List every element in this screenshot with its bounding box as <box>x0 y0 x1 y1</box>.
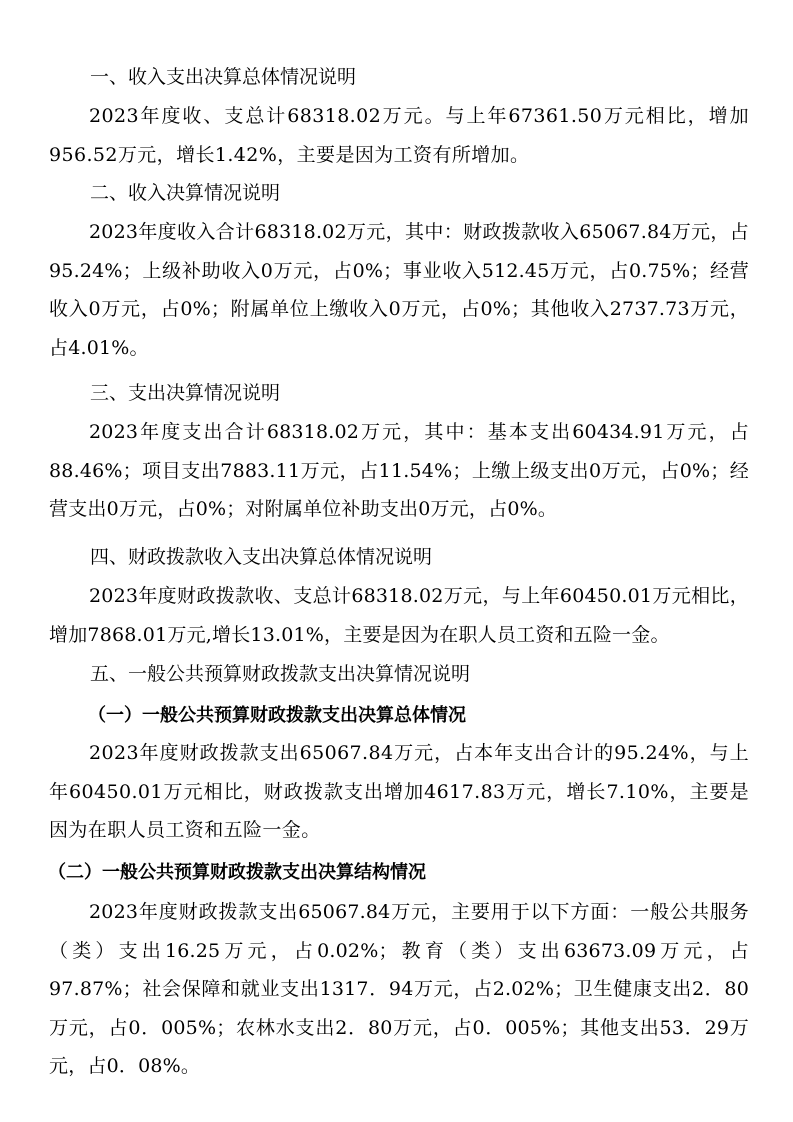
paragraph-fiscal-appropriation-overview: 2023年度财政拨款收、支总计68318.02万元，与上年60450.01万元相比，增加7868.01万元,增长13.01%，主要是因为在职人员工资和五险一金。 <box>49 585 749 646</box>
subsection-heading-overall: （一）一般公共预算财政拨款支出决算总体情况 <box>88 705 466 726</box>
paragraph-general-public-budget-structure: 2023年度财政拨款支出65067.84万元，主要用于以下方面：一般公共服务（类）支出16.25万元，占0.02%；教育（类）支出63673.09万元，占97.87%；社会保障和就业支出1317．94万元，占2.02%；卫生健康支出2．80万元，占0．005%；农林水支出2．80万元，占0．005%；其他支出53．29万元，占0．08%。 <box>49 901 749 1077</box>
paragraph-income: 2023年度收入合计68318.02万元，其中：财政拨款收入65067.84万元，占95.24%；上级补助收入0万元，占0%；事业收入512.45万元，占0.75%；经营收入0万元，占0%；附属单位上缴收入0万元，占0%；其他收入2737.73万元，占4.01%。 <box>49 221 749 359</box>
section-heading-fiscal-appropriation-overview: 四、财政拨款收入支出决算总体情况说明 <box>90 546 433 568</box>
section-heading-expense: 三、支出决算情况说明 <box>90 382 281 404</box>
section-heading-income: 二、收入决算情况说明 <box>90 182 281 204</box>
section-heading-income-expense-overview: 一、收入支出决算总体情况说明 <box>90 66 357 88</box>
paragraph-expense: 2023年度支出合计68318.02万元，其中：基本支出60434.91万元，占88.46%；项目支出7883.11万元，占11.54%；上缴上级支出0万元，占0%；经营支出0万元，占0%；对附属单位补助支出0万元，占0%。 <box>49 421 749 520</box>
section-heading-general-public-budget: 五、一般公共预算财政拨款支出决算情况说明 <box>90 663 471 685</box>
paragraph-income-expense-overview: 2023年度收、支总计68318.02万元。与上年67361.50万元相比，增加956.52万元，增长1.42%，主要是因为工资有所增加。 <box>49 105 749 166</box>
subsection-heading-structure: （二）一般公共预算财政拨款支出决算结构情况 <box>48 862 426 883</box>
paragraph-general-public-budget-overall: 2023年度财政拨款支出65067.84万元，占本年支出合计的95.24%，与上年60450.01万元相比，财政拨款支出增加4617.83万元，增长7.10%，主要是因为在职人员工资和五险一金。 <box>49 742 749 841</box>
